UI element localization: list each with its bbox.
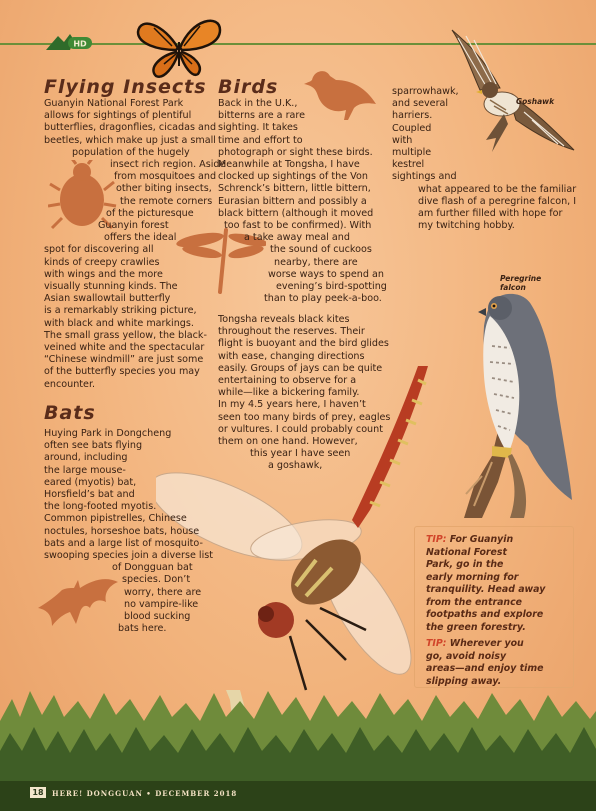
birds-body-a bbox=[218, 98, 387, 305]
text-line: harriers. bbox=[392, 110, 433, 122]
tip-text: Wherever you bbox=[449, 638, 524, 649]
text-line: noctules, horseshoe bats, house bbox=[44, 525, 200, 537]
text-line: black bittern (although it moved bbox=[218, 207, 374, 219]
text-line: bats here. bbox=[118, 623, 167, 635]
text-line: multiple bbox=[392, 147, 432, 159]
text-line: what appeared to be the familiar bbox=[418, 183, 577, 195]
text-line: encounter. bbox=[44, 378, 96, 390]
text-line: of Dongguan bat bbox=[112, 562, 193, 574]
text-line: other biting insects, bbox=[116, 183, 212, 195]
section-title-birds: Birds bbox=[218, 76, 279, 98]
text-line: In my 4.5 years here, I haven’t bbox=[218, 399, 366, 411]
tip-label: TIP: bbox=[426, 638, 447, 649]
caption-line: Peregrine bbox=[500, 274, 542, 283]
text-line: worry, there are bbox=[124, 586, 202, 598]
text-line: of the picturesque bbox=[106, 207, 194, 219]
birds-body-b bbox=[218, 314, 391, 473]
text-line: often see bats flying bbox=[44, 440, 143, 452]
section-title-bats: Bats bbox=[44, 402, 96, 424]
text-line: with black and white markings. bbox=[44, 317, 194, 329]
text-line: beetles, which make up just a small bbox=[44, 134, 216, 146]
text-line: seen too many birds of prey, eagles bbox=[218, 411, 391, 423]
text-line: Coupled bbox=[392, 122, 432, 134]
text-line: with bbox=[392, 134, 413, 146]
footer-text: HERE! DONGGUAN • DECEMBER 2018 bbox=[52, 789, 238, 798]
text-line: Eurasian bittern and possibly a bbox=[218, 195, 367, 207]
logo-text: HD bbox=[73, 39, 87, 49]
text-line: than to play peek-a-boo. bbox=[264, 293, 382, 305]
section-title-insects: Flying Insects bbox=[44, 76, 207, 98]
text-line: with ease, changing directions bbox=[218, 350, 365, 362]
tip-text: areas—and enjoy time bbox=[426, 663, 544, 674]
text-line: species. Don’t bbox=[122, 574, 191, 586]
birds-body-c bbox=[392, 86, 577, 232]
tip-text: Park, go in the bbox=[426, 559, 504, 570]
text-line: no vampire-like bbox=[124, 598, 199, 610]
text-line: my twitching hobby. bbox=[418, 220, 515, 232]
text-line: worse ways to spend an bbox=[268, 268, 384, 280]
text-line: evening’s bird-spotting bbox=[276, 281, 387, 293]
text-line: a goshawk, bbox=[268, 460, 323, 472]
text-line: veined white and the spectacular bbox=[44, 342, 205, 354]
bats-body bbox=[44, 428, 214, 635]
text-line: the remote corners bbox=[120, 195, 213, 207]
text-line: or vultures. I could probably count bbox=[218, 423, 383, 435]
text-line: with wings and the more bbox=[44, 268, 163, 280]
insects-body bbox=[44, 98, 226, 391]
text-line: eared (myotis) bat, bbox=[44, 476, 137, 488]
text-line: am further filled with hope for bbox=[418, 208, 563, 220]
tip-text: footpaths and explore bbox=[426, 609, 544, 620]
text-line: easily. Groups of jays can be quite bbox=[218, 362, 383, 374]
text-line: blood sucking bbox=[124, 611, 191, 623]
caption-goshawk: Goshawk bbox=[516, 97, 555, 106]
text-line: nearby, there are bbox=[274, 256, 358, 268]
text-line: is a remarkably striking picture, bbox=[44, 305, 197, 317]
page-number: 18 bbox=[30, 787, 46, 798]
text-line: Common pipistrelles, Chinese bbox=[44, 513, 187, 525]
text-line: and several bbox=[392, 98, 449, 110]
text-line: Meanwhile at Tongsha, I have bbox=[218, 159, 360, 171]
text-line: photograph or sight these birds. bbox=[218, 146, 373, 158]
text-line: throughout the reserves. Their bbox=[218, 326, 365, 338]
text-line: Huying Park in Dongcheng bbox=[44, 428, 172, 439]
text-line: entertaining to observe for a bbox=[218, 375, 357, 387]
text-line: time and effort to bbox=[218, 134, 303, 146]
text-line: them on one hand. However, bbox=[218, 436, 358, 448]
peregrine-falcon-image bbox=[452, 286, 572, 518]
text-line: too fast to be confirmed). With bbox=[224, 220, 372, 232]
tip-label: TIP: bbox=[426, 534, 447, 545]
text-line: sparrowhawk, bbox=[392, 86, 459, 97]
text-line: “Chinese windmill” are just some bbox=[44, 354, 204, 366]
caption-peregrine bbox=[500, 274, 541, 292]
text-line: offers the ideal bbox=[104, 232, 177, 244]
tip-text: go, avoid noisy bbox=[426, 650, 507, 662]
text-line: Asian swallowtail butterfly bbox=[44, 293, 171, 305]
text-line: kinds of creepy crawlies bbox=[44, 256, 160, 268]
tip-text: For Guanyin bbox=[449, 534, 514, 545]
text-line: Back in the U.K., bbox=[218, 98, 298, 109]
tip-text: National Forest bbox=[426, 546, 507, 558]
text-line: bitterns are a rare bbox=[218, 110, 306, 122]
text-line: Schrenck’s bittern, little bittern, bbox=[218, 183, 371, 195]
text-line: while—like a bickering family. bbox=[218, 387, 360, 399]
text-line: sightings and bbox=[392, 171, 457, 183]
tip-text: early morning for bbox=[426, 571, 519, 583]
text-line: the large mouse- bbox=[44, 464, 126, 476]
text-line: from mosquitoes and bbox=[114, 171, 217, 183]
text-line: the sound of cuckoos bbox=[270, 244, 372, 256]
text-line: Horsfield’s bat and bbox=[44, 489, 135, 501]
text-line: sighting. It takes bbox=[218, 122, 298, 134]
text-line: this year I have seen bbox=[250, 448, 351, 460]
text-line: around, including bbox=[44, 452, 128, 464]
tip-2 bbox=[426, 638, 576, 688]
text-line: swooping species join a diverse list bbox=[44, 550, 214, 562]
text-line: clocked up sightings of the Von bbox=[218, 171, 368, 183]
text-line: of the butterfly species you may bbox=[44, 366, 200, 378]
text-line: spot for discovering all bbox=[44, 244, 154, 256]
text-line: population of the hugely bbox=[72, 146, 190, 158]
text-line: insect rich region. Aside bbox=[110, 159, 226, 171]
text-line: Guanyin forest bbox=[98, 220, 169, 232]
text-line: butterflies, dragonflies, cicadas and bbox=[44, 122, 217, 134]
text-line: a take away meal and bbox=[244, 232, 350, 244]
text-line: kestrel bbox=[392, 159, 425, 171]
text-line: Tongsha reveals black kites bbox=[218, 314, 350, 325]
text-line: bats and a large list of mosquito- bbox=[44, 537, 203, 549]
text-line: dive flash of a peregrine falcon, I bbox=[418, 195, 577, 207]
text-line: the long-footed myotis. bbox=[44, 501, 157, 513]
tip-text: the green forestry. bbox=[426, 621, 526, 633]
text-line: flight is buoyant and the bird glides bbox=[218, 338, 389, 350]
magazine-logo bbox=[44, 32, 96, 52]
text-line: Guanyin National Forest Park bbox=[44, 98, 184, 109]
text-line: visually stunning kinds. The bbox=[44, 281, 178, 293]
monarch-butterfly-image bbox=[134, 14, 224, 80]
text-line: The small grass yellow, the black- bbox=[44, 329, 207, 341]
tip-text: from the entrance bbox=[426, 596, 523, 608]
tip-text: tranquility. Head away bbox=[426, 584, 546, 595]
tip-1 bbox=[426, 534, 576, 634]
caption-line: falcon bbox=[500, 283, 526, 292]
tip-text: slipping away. bbox=[426, 675, 502, 687]
text-line: allows for sightings of plentiful bbox=[44, 110, 192, 122]
